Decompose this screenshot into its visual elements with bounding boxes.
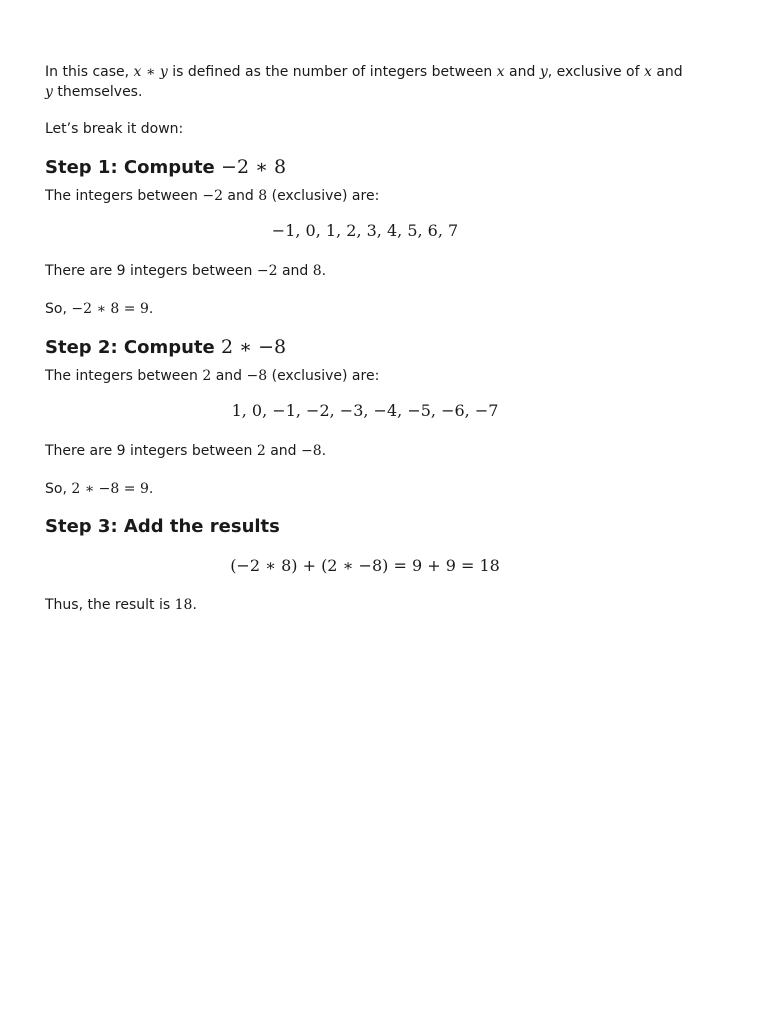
step2-conclusion (45, 479, 685, 499)
math-expression: −2 ∗ 8 = 9 (71, 301, 149, 317)
math-value: −8 (246, 368, 268, 384)
math-value: 2 (256, 443, 266, 459)
step2-count-text: . (321, 443, 327, 459)
step2-intro (45, 366, 685, 386)
step1-count (45, 261, 685, 281)
math-value: −8 (301, 443, 322, 459)
math-value: 8 (312, 263, 322, 279)
step1-title-math: −2 ∗ 8 (221, 156, 287, 178)
math-value: 18 (174, 597, 193, 613)
intro-text: , exclusive of (547, 64, 644, 80)
step1-conclusion-text: . (148, 301, 154, 317)
step1-count-text: and (277, 263, 313, 279)
step1-conclusion (45, 299, 685, 319)
step2-intro-text: and (211, 368, 247, 384)
step1-intro-text: and (222, 188, 259, 204)
intro-text: and (504, 64, 540, 80)
math-value: 2 (202, 368, 212, 384)
math-x: x (496, 64, 505, 80)
step1-count-text: . (321, 263, 327, 279)
step2-title-math: 2 ∗ −8 (221, 336, 287, 358)
step1-title: Step 1: Compute (45, 157, 222, 178)
math-y: y (539, 64, 548, 80)
step1-intro (45, 186, 685, 206)
final-result-text: Thus, the result is (45, 597, 175, 613)
step2-title: Step 2: Compute (45, 337, 222, 358)
step2-count-text: and (265, 443, 302, 459)
step2-integer-list: 1, 0, −1, −2, −3, −4, −5, −6, −7 (231, 401, 499, 420)
step1-intro-text: (exclusive) are: (267, 188, 380, 204)
math-expression: 2 ∗ −8 = 9 (71, 481, 149, 497)
step2-intro-text: (exclusive) are: (267, 368, 380, 384)
answer-content (45, 62, 685, 615)
step1-intro-text: The integers between (45, 188, 203, 204)
math-value: −2 (202, 188, 223, 204)
math-value: 8 (258, 188, 268, 204)
math-operator: ∗ (141, 64, 160, 80)
math-y: y (159, 64, 168, 80)
step2-conclusion-text: So, (45, 481, 72, 497)
intro-text: In this case, (45, 64, 134, 80)
step1-integer-list: −1, 0, 1, 2, 3, 4, 5, 6, 7 (271, 221, 459, 240)
intro-paragraph (45, 62, 685, 102)
step2-heading (45, 335, 685, 360)
intro-text: is defined as the number of integers between (167, 64, 497, 80)
math-x: x (133, 64, 142, 80)
step2-count (45, 441, 685, 461)
step2-count-text: There are 9 integers between (45, 443, 257, 459)
final-result (45, 595, 685, 615)
math-x: x (644, 64, 652, 80)
step1-conclusion-text: So, (45, 301, 72, 317)
math-y: y (45, 84, 53, 100)
step3-equation: (−2 ∗ 8) + (2 ∗ −8) = 9 + 9 = 18 (230, 556, 500, 575)
math-value: −2 (256, 263, 278, 279)
step2-intro-text: The integers between (45, 368, 203, 384)
breakdown-text: Let’s break it down: (45, 121, 184, 137)
intro-text: and (651, 64, 683, 80)
intro-text: themselves. (52, 84, 143, 100)
step3-heading: Step 3: Add the results (45, 516, 280, 537)
final-result-text: . (192, 597, 197, 613)
step2-conclusion-text: . (148, 481, 154, 497)
step1-heading (45, 155, 685, 180)
step1-count-text: There are 9 integers between (45, 263, 257, 279)
